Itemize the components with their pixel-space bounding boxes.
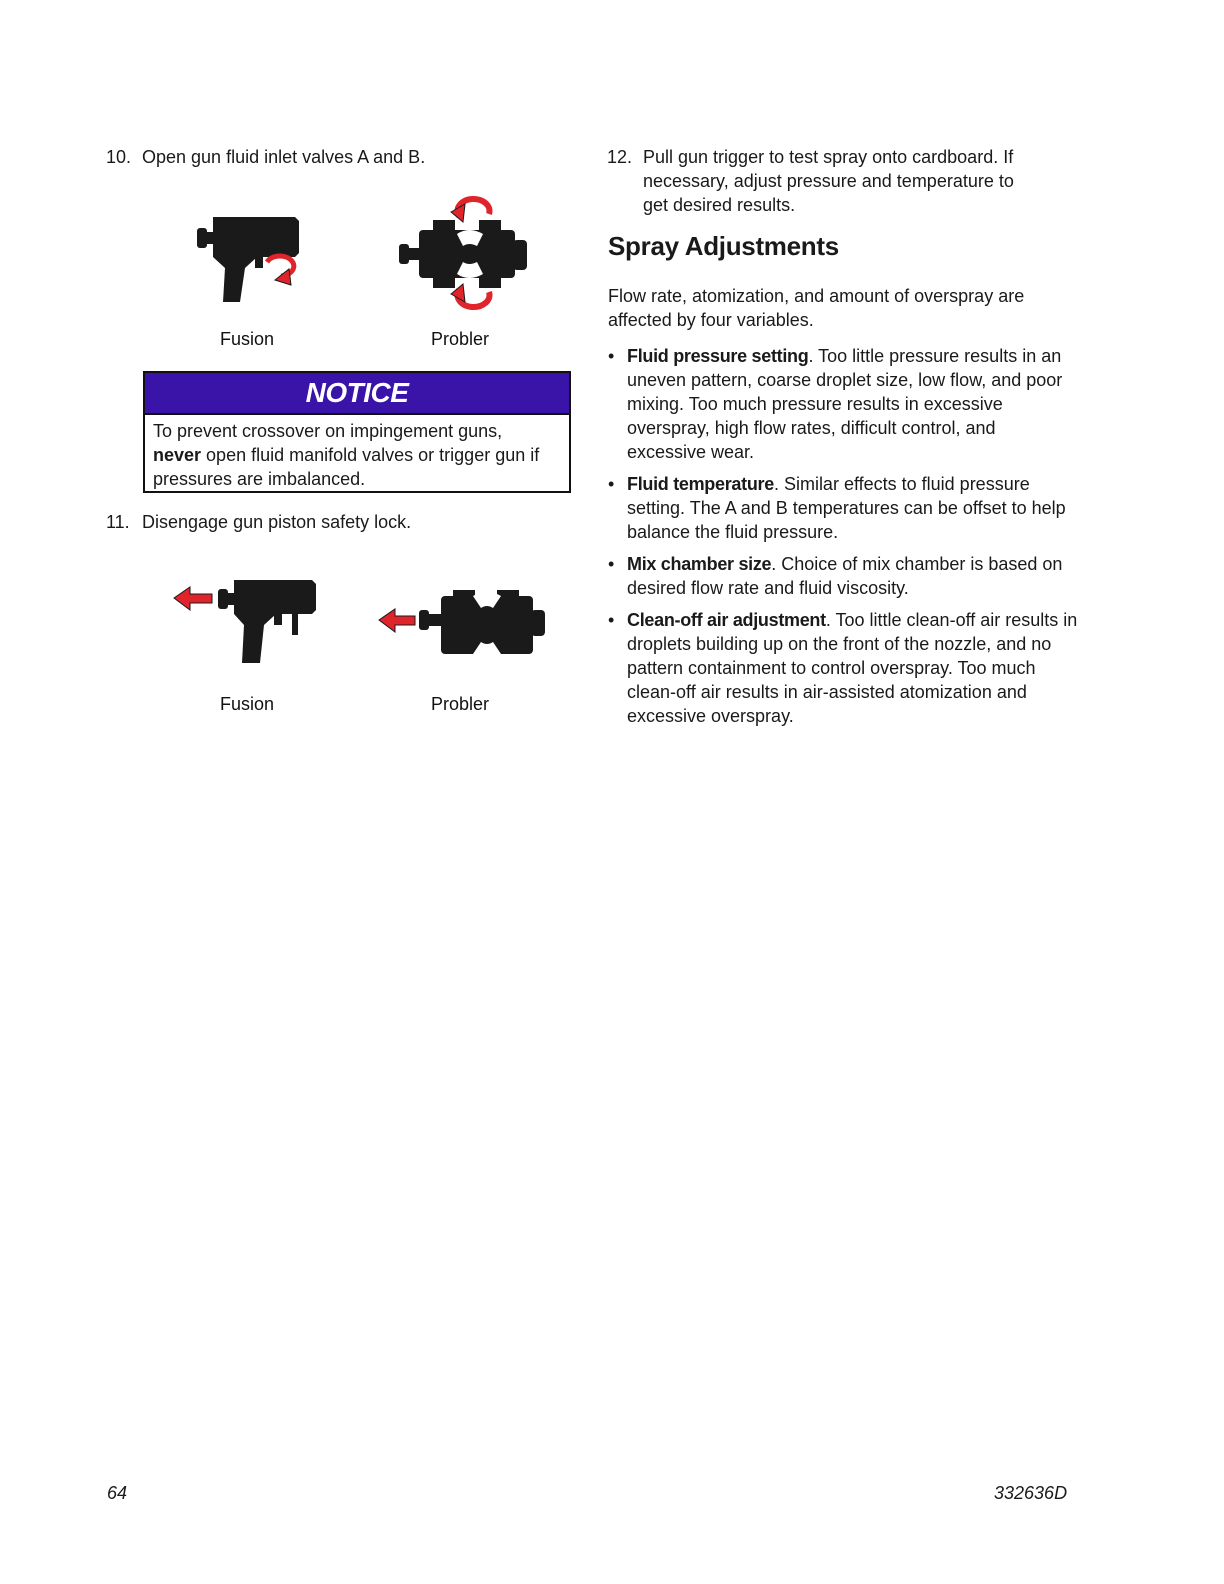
bullet-icon: • — [608, 610, 615, 630]
section-intro: Flow rate, atomization, and amount of overspray are affected by four variables. — [608, 286, 1025, 330]
list-item-text: . Similar effects to fluid pressure setting. The A and B temperatures can be offset to help balance the fluid pressure. — [627, 474, 1066, 542]
list-item-term: Fluid temperature — [627, 474, 774, 494]
list-item-term: Mix chamber size — [627, 554, 772, 574]
notice-bold-word: never — [153, 445, 202, 465]
probler-gun-safety-lock-icon — [377, 588, 547, 663]
notice-text-before: To prevent crossover on impingement guns, — [153, 421, 503, 441]
figure-caption-fusion: Fusion — [220, 694, 275, 714]
figure-caption-probler: Probler — [431, 694, 490, 714]
step-text: Open gun fluid inlet valves A and B. — [142, 147, 426, 167]
fusion-gun-safety-lock-icon — [172, 575, 322, 670]
step-text-line: necessary, adjust pressure and temperature to — [643, 171, 1014, 191]
notice-heading: NOTICE — [145, 373, 569, 415]
figure-caption-fusion: Fusion — [220, 329, 275, 349]
list-item-term: Fluid pressure setting — [627, 346, 809, 366]
section-title: Spray Adjustments — [608, 231, 839, 261]
fusion-gun-open-valve-icon — [195, 190, 305, 305]
notice-box — [143, 371, 571, 493]
figure-caption-probler: Probler — [431, 329, 490, 349]
list-item — [608, 608, 1078, 728]
bullet-icon: • — [608, 346, 615, 366]
step-number: 10. — [106, 147, 132, 167]
page-number: 64 — [107, 1483, 128, 1503]
list-item — [608, 344, 1078, 464]
step-text-line: Pull gun trigger to test spray onto cardboard. If — [643, 147, 1014, 167]
step-text-line: get desired results. — [643, 195, 796, 215]
step-number: 12. — [607, 147, 633, 167]
step-text — [643, 145, 1083, 217]
bullet-icon: • — [608, 554, 615, 574]
list-item-term: Clean-off air adjustment — [627, 610, 826, 630]
list-item-text: . Too little pressure results in an uneven pattern, coarse droplet size, low flow, and poor mixing. Too much pressure results in excessive overspray, high flow rates, difficult control, and excessive wear. — [627, 346, 1063, 462]
notice-text — [145, 415, 569, 491]
list-item — [608, 552, 1078, 600]
probler-gun-open-valve-icon — [397, 190, 532, 312]
step-text: Disengage gun piston safety lock. — [142, 512, 412, 532]
notice-text-after: open fluid manifold valves or trigger gun if pressures are imbalanced. — [153, 445, 540, 489]
list-item — [608, 472, 1078, 544]
list-item-text: . Too little clean-off air results in droplets building up on the front of the nozzle, and no pattern containment to control overspray. Too much clean-off air results in air-assisted atomization and excessive overspray. — [627, 610, 1078, 726]
variables-list — [608, 344, 1078, 736]
step-number: 11. — [106, 512, 130, 532]
document-number: 332636D — [994, 1483, 1068, 1503]
list-item-text: . Choice of mix chamber is based on desired flow rate and fluid viscosity. — [627, 554, 1063, 598]
bullet-icon: • — [608, 474, 615, 494]
